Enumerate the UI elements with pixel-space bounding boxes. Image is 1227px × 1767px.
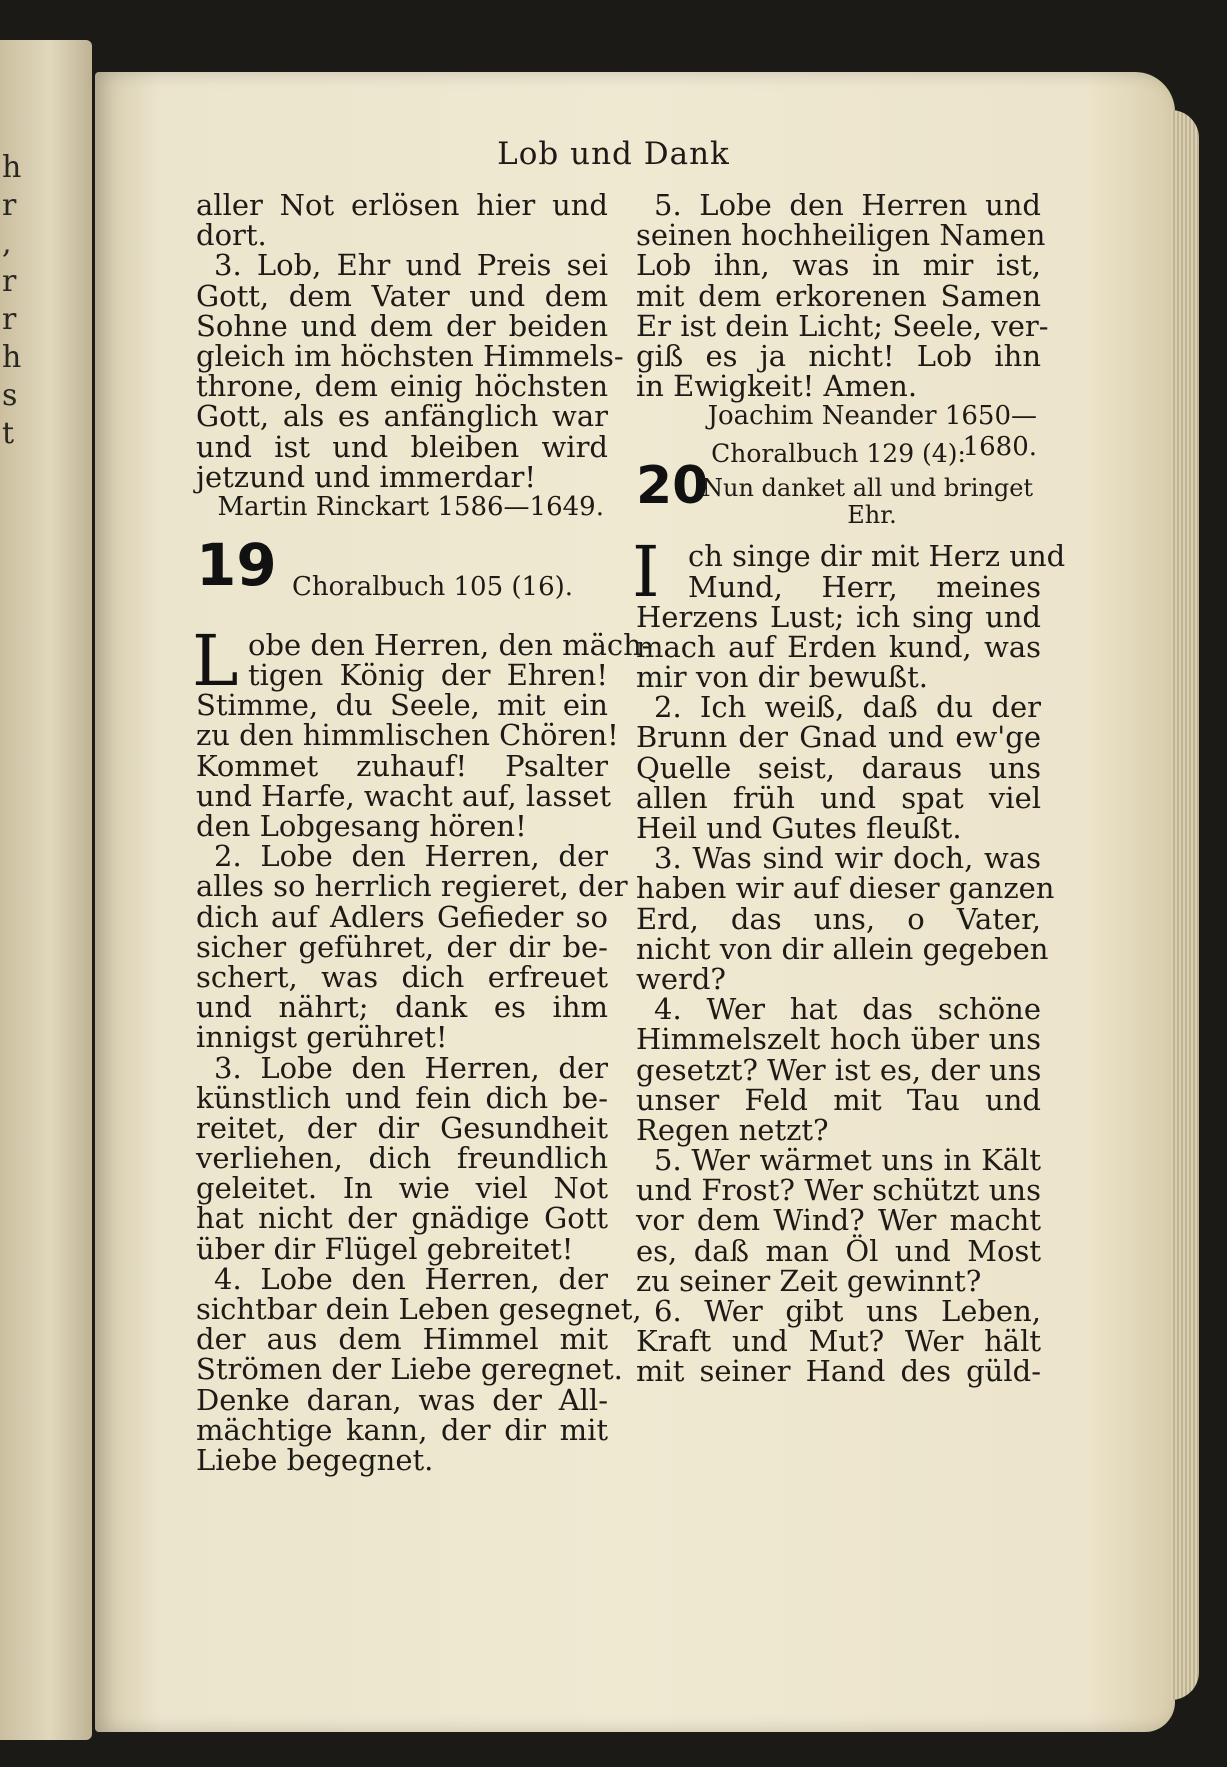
hymn-header-19 — [196, 530, 608, 630]
tune-line: Ehr. — [847, 501, 897, 530]
text-line: tigen König der Ehren! — [248, 658, 608, 693]
text-line: 2. Ich weiß, daß du der — [654, 690, 1041, 725]
text-line: reitet, der dir Gesundheit — [196, 1110, 608, 1145]
text-line: allen früh und spat viel — [636, 780, 1041, 815]
text-line: Liebe begegnet. — [196, 1442, 434, 1477]
text-line: der aus dem Himmel mit — [196, 1322, 608, 1357]
text-line: künstlich und fein dich be- — [196, 1080, 608, 1115]
text-line: in Ewigkeit! Amen. — [636, 369, 918, 404]
text-line: haben wir auf dieser ganzen — [636, 871, 1055, 906]
choralbuch-reference: Choralbuch 105 (16). — [292, 571, 574, 602]
text-line: Brunn der Gnad und ew'ge — [636, 720, 1041, 755]
text-line: und Frost? Wer schützt uns — [636, 1173, 1041, 1208]
text-line: unser Feld mit Tau und — [636, 1082, 1041, 1117]
text-line: 6. Wer gibt uns Leben, — [654, 1294, 1041, 1328]
text-line: Lob ihn, was in mir ist, — [636, 248, 1041, 283]
text-line: zu den himmlischen Chören! — [196, 718, 619, 753]
text-line: Mund, Herr, meines — [688, 569, 1041, 604]
text-line: 3. Was sind wir doch, was — [654, 841, 1041, 876]
tune-name — [702, 475, 1042, 529]
text-line: Kraft und Mut? Wer hält — [636, 1324, 1041, 1359]
text-line: Gott, dem Vater und dem — [196, 278, 608, 313]
tune-line: Nun danket all und bringet — [702, 474, 1034, 503]
text-line: und ist und bleiben wird — [196, 429, 608, 464]
choralbuch-reference: Choralbuch 129 (4): — [711, 439, 966, 469]
text-line: werd? — [636, 961, 726, 996]
text-line: alles so herrlich regieret, der — [196, 869, 628, 904]
text-line: und Harfe, wacht auf, lasset — [196, 778, 612, 813]
hymn-number: 20 — [636, 456, 709, 517]
text-line: Stimme, du Seele, mit ein — [196, 688, 608, 723]
text-line: dich auf Adlers Gefieder so — [196, 899, 608, 934]
text-line: den Lobgesang hören! — [196, 809, 527, 843]
text-line: Herzens Lust; ich sing und — [636, 599, 1041, 634]
text-line: sicher geführet, der dir be- — [196, 929, 608, 964]
text-line: gleich im höchsten Himmels- — [196, 338, 624, 373]
hymn-header-20 — [636, 439, 1041, 535]
left-page-fragment: r — [2, 188, 17, 223]
text-line: hat nicht der gnädige Gott — [196, 1201, 608, 1236]
text-line: über dir Flügel gebreitet! — [196, 1231, 574, 1266]
text-line: throne, dem einig höchsten — [196, 369, 608, 404]
text-line: innigst gerühret! — [196, 1020, 448, 1055]
left-page-fragment: , — [2, 226, 12, 261]
text-line: 4. Lobe den Herren, der — [214, 1261, 608, 1296]
text-line: Himmelszelt hoch über uns — [636, 1022, 1041, 1057]
left-page-edge — [0, 40, 92, 1740]
text-line: geleitet. In wie viel Not — [196, 1171, 608, 1206]
text-line: dort. — [196, 218, 267, 253]
text-line: Strömen der Liebe geregnet. — [196, 1352, 623, 1387]
text-line: Regen netzt? — [636, 1112, 829, 1147]
text-line: jetzund und immerdar! — [196, 459, 537, 494]
text-line: obe den Herren, den mäch- — [248, 627, 652, 662]
text-line: Erd, das uns, o Vater, — [636, 901, 1041, 936]
text-line: 5. Lobe den Herren und — [654, 188, 1041, 222]
text-line: mach auf Erden kund, was — [636, 629, 1041, 664]
text-line: Er ist dein Licht; Seele, ver- — [636, 308, 1049, 343]
text-line: es, daß man Öl und Most — [636, 1233, 1041, 1268]
left-page-fragment: t — [2, 416, 15, 451]
left-page-fragment: h — [2, 340, 22, 375]
verse-opening — [192, 619, 652, 702]
text-line: sichtbar dein Leben gesegnet, — [196, 1292, 642, 1326]
text-line: schert, was dich erfreuet — [196, 959, 608, 994]
drop-cap: L — [192, 619, 239, 702]
left-page-fragment: r — [2, 264, 17, 299]
text-line: Heil und Gutes fleußt. — [636, 811, 962, 845]
left-page-fragment: r — [2, 302, 17, 337]
text-line: Kommet zuhauf! Psalter — [196, 748, 608, 783]
text-line: verliehen, dich freundlich — [196, 1141, 608, 1176]
running-head: Lob und Dank — [497, 136, 730, 172]
text-line: Quelle seist, daraus uns — [636, 750, 1041, 785]
text-line: aller Not erlösen hier und — [196, 188, 608, 222]
text-line: Sohne und dem der beiden — [196, 308, 608, 343]
text-line: 3. Lob, Ehr und Preis sei — [214, 248, 608, 283]
text-line: und nährt; dank es ihm — [196, 990, 608, 1025]
text-line: mächtige kann, der dir mit — [196, 1412, 608, 1447]
right-column — [632, 188, 1066, 1389]
text-line: Denke daran, was der All- — [196, 1382, 608, 1417]
text-line: 4. Wer hat das schöne — [654, 992, 1041, 1027]
text-line: Gott, als es anfänglich war — [196, 399, 608, 434]
text-line: ch singe dir mit Herz und — [688, 539, 1066, 574]
author-credit: Joachim Neander 1650—1680. — [707, 401, 1037, 462]
text-line: gesetzt? Wer ist es, der uns — [636, 1052, 1042, 1087]
left-column — [192, 188, 652, 1477]
text-line: 3. Lobe den Herren, der — [214, 1050, 608, 1085]
text-line: zu seiner Zeit gewinnt? — [636, 1263, 982, 1298]
text-line: vor dem Wind? Wer macht — [636, 1203, 1041, 1238]
text-line: mit seiner Hand des güld- — [636, 1354, 1041, 1389]
hymn-number: 19 — [196, 530, 277, 599]
text-line: 2. Lobe den Herren, der — [214, 839, 608, 874]
text-line: nicht von dir allein gegeben — [636, 931, 1049, 966]
text-line: 5. Wer wärmet uns in Kält — [654, 1143, 1041, 1178]
verse-opening — [632, 531, 1066, 614]
author-credit: Martin Rinckart 1586—1649. — [217, 491, 604, 522]
text-line: mir von dir bewußt. — [636, 660, 928, 695]
drop-cap: I — [632, 531, 660, 614]
left-page-fragment: h — [2, 150, 22, 185]
left-page-fragment: s — [2, 378, 18, 413]
page-block-edge — [1171, 110, 1199, 1700]
text-line: seinen hochheiligen Namen — [636, 218, 1046, 253]
text-line: giß es ja nicht! Lob ihn — [636, 338, 1041, 373]
text-line: mit dem erkorenen Samen — [636, 278, 1041, 313]
